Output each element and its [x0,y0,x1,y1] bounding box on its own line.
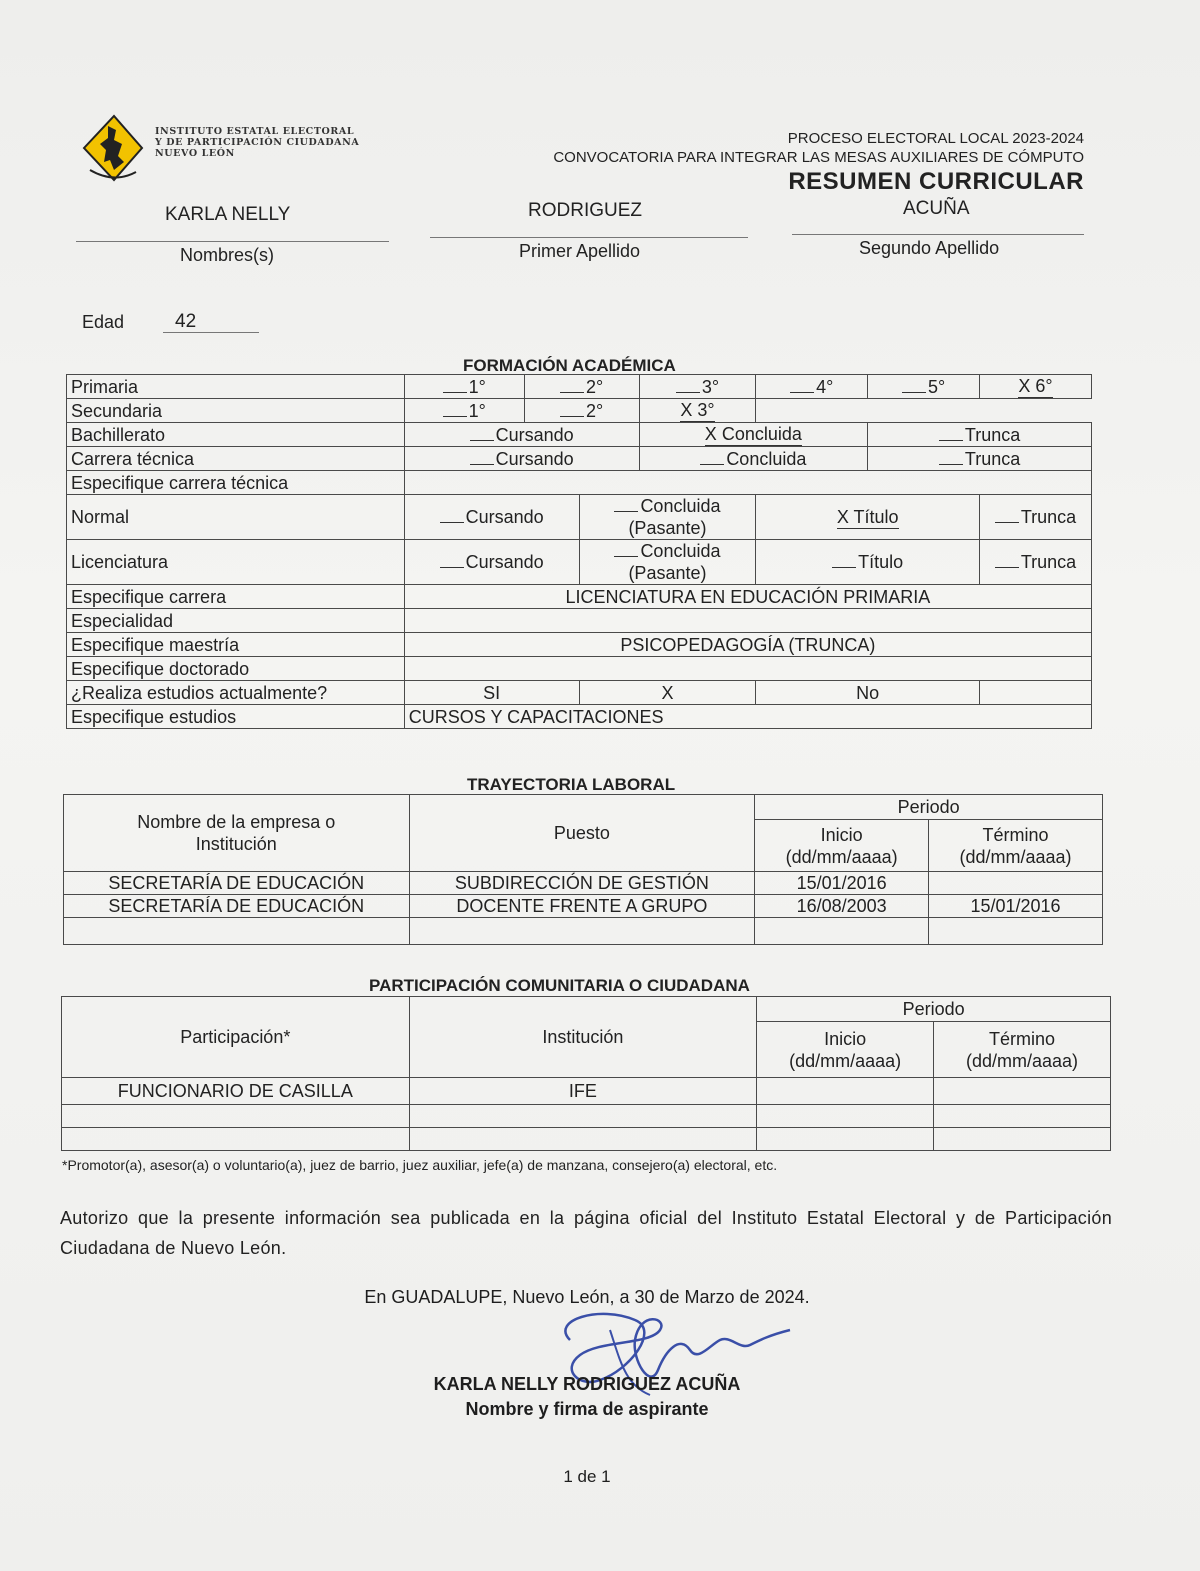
segundo-apellido-label: Segundo Apellido [859,238,1000,258]
bachillerato-cursando: Cursando [404,423,639,447]
row-especifique-carrera [67,585,1092,609]
carrera-tecnica-label: Carrera técnica [67,447,405,471]
participacion-termino [934,1105,1111,1128]
formacion-table [66,374,1092,729]
laboral-termino [929,918,1103,945]
normal-cursando: Cursando [404,495,579,540]
document-title: RESUMEN CURRICULAR [788,168,1084,195]
row-bachillerato [67,423,1092,447]
primaria-3: 3° [639,375,756,399]
firma-wrap [0,1374,1174,1420]
row-maestria [67,633,1092,657]
secundaria-3-mark: X [680,400,693,420]
doctorado-value [404,657,1091,681]
nombres-label: Nombres(s) [180,245,275,265]
participacion-h-termino: Término (dd/mm/aaaa) [934,1022,1111,1078]
laboral-empresa: SECRETARÍA DE EDUCACIÓN [64,895,410,918]
estudios-no: No [756,681,980,705]
participacion-inicio [757,1105,934,1128]
estudios-actualmente-label: ¿Realiza estudios actualmente? [67,681,405,705]
estudios-si: SI [404,681,579,705]
participacion-h-institucion: Institución [409,997,757,1078]
edad-label: Edad [82,312,125,332]
table-row [62,1105,1111,1128]
normal-trunca: Trunca [980,495,1092,540]
especialidad-label: Especialidad [67,609,405,633]
edad-line [163,332,259,333]
laboral-h-termino: Término (dd/mm/aaaa) [929,820,1103,872]
primer-line [430,237,748,238]
especialidad-value [404,609,1091,633]
nombres-value: KARLA NELLY [165,204,291,225]
licenciatura-titulo: Título [756,540,980,585]
especifique-carrera-tecnica-value [404,471,1091,495]
row-primaria [67,375,1092,399]
normal-titulo-mark: X [836,506,849,527]
laboral-inicio: 16/08/2003 [755,895,929,918]
row-secundaria [67,399,1092,423]
formacion-title: FORMACIÓN ACADÉMICA [463,356,676,375]
laboral-empresa: SECRETARÍA DE EDUCACIÓN [64,872,410,895]
primaria-6-mark: X [1018,376,1031,396]
maestria-label: Especifique maestría [67,633,405,657]
process-line: PROCESO ELECTORAL LOCAL 2023-2024 [787,130,1084,147]
institute-line-2: Y DE PARTICIPACIÓN CIUDADANA [155,137,360,148]
firma-nombre: KARLA NELLY RODRIGUEZ ACUÑA [433,1374,741,1394]
normal-titulo: X Título [756,495,980,540]
estudios-si-mark: X [579,681,756,705]
laboral-inicio [755,918,929,945]
table-row [62,1128,1111,1151]
bachillerato-label: Bachillerato [67,423,405,447]
laboral-termino [929,872,1103,895]
segundo-apellido-value: ACUÑA [903,198,970,219]
laboral-table [63,794,1103,945]
especifique-estudios-label: Especifique estudios [67,705,405,729]
laboral-h-empresa: Nombre de la empresa o Institución [64,795,410,872]
call-line: CONVOCATORIA PARA INTEGRAR LAS MESAS AUXILIARES DE CÓMPUTO [553,149,1084,166]
secundaria-empty [756,399,1092,423]
participacion-title: PARTICIPACIÓN COMUNITARIA O CIUDADANA [369,976,750,995]
primer-apellido-value: RODRIGUEZ [528,200,642,221]
participacion-nombre: FUNCIONARIO DE CASILLA [62,1078,410,1105]
institute-name [155,126,359,159]
laboral-h-inicio: Inicio (dd/mm/aaaa) [755,820,929,872]
row-estudios-actualmente [67,681,1092,705]
participacion-termino [934,1078,1111,1105]
doctorado-label: Especifique doctorado [67,657,405,681]
table-row [64,872,1103,895]
firma-label: Nombre y firma de aspirante [465,1399,709,1419]
participacion-institucion [409,1105,757,1128]
estudios-no-mark [980,681,1092,705]
normal-label: Normal [67,495,405,540]
especifique-carrera-label: Especifique carrera [67,585,405,609]
bachillerato-trunca: Trunca [868,423,1092,447]
primaria-6: X 6° [980,375,1092,399]
secundaria-1: 1° [404,399,524,423]
licenciatura-cursando: Cursando [404,540,579,585]
participacion-institucion: IFE [409,1078,757,1105]
carrera-tecnica-concluida: Concluida [639,447,868,471]
participacion-nombre [62,1128,410,1151]
iee-logo-icon [80,110,144,190]
participacion-table [61,996,1111,1151]
participacion-termino [934,1128,1111,1151]
row-especifique-estudios [67,705,1092,729]
laboral-inicio: 15/01/2016 [755,872,929,895]
primaria-4: 4° [756,375,868,399]
edad-value: 42 [175,311,197,332]
laboral-termino: 15/01/2016 [929,895,1103,918]
bachillerato-concluida-mark: X [704,424,717,444]
laboral-empresa [64,918,410,945]
row-licenciatura [67,540,1092,585]
page-number: 1 de 1 [563,1467,611,1486]
table-row [64,918,1103,945]
especifique-estudios-value: CURSOS Y CAPACITACIONES [404,705,1091,729]
row-especialidad [67,609,1092,633]
secundaria-3: X 3° [639,399,756,423]
lugar-fecha: En GUADALUPE, Nuevo León, a 30 de Marzo de 2024. [364,1287,810,1307]
table-row [64,895,1103,918]
licenciatura-pasante: Concluida (Pasante) [579,540,756,585]
row-doctorado [67,657,1092,681]
maestria-value: PSICOPEDAGOGÍA (TRUNCA) [404,633,1091,657]
participacion-footnote: *Promotor(a), asesor(a) o voluntario(a), juez de barrio, juez auxiliar, jefe(a) de manzana, consejero(a) electoral, etc. [62,1157,778,1173]
institute-line-3: NUEVO LEÓN [155,148,235,159]
autorizacion-text: Autorizo que la presente información sea publicada en la página oficial del Instituto Estatal Electoral y de Participación Ciudadana de Nuevo León. [60,1208,1112,1258]
bachillerato-concluida: X Concluida [639,423,868,447]
pagina-wrap [0,1467,1174,1487]
participacion-h-participacion: Participación* [62,997,410,1078]
institute-line-1: INSTITUTO ESTATAL ELECTORAL [155,126,355,137]
primaria-1: 1° [404,375,524,399]
participacion-inicio [757,1128,934,1151]
row-normal [67,495,1092,540]
table-row [62,1078,1111,1105]
participacion-h-inicio: Inicio (dd/mm/aaaa) [757,1022,934,1078]
laboral-puesto: SUBDIRECCIÓN DE GESTIÓN [409,872,755,895]
primaria-label: Primaria [67,375,405,399]
participacion-inicio [757,1078,934,1105]
row-especifique-carrera-tecnica [67,471,1092,495]
participacion-nombre [62,1105,410,1128]
nombres-line [76,241,389,242]
secundaria-label: Secundaria [67,399,405,423]
primaria-2: 2° [524,375,639,399]
laboral-puesto: DOCENTE FRENTE A GRUPO [409,895,755,918]
laboral-h-puesto: Puesto [409,795,755,872]
row-carrera-tecnica [67,447,1092,471]
carrera-tecnica-cursando: Cursando [404,447,639,471]
laboral-h-periodo: Periodo [755,795,1103,820]
especifique-carrera-value: LICENCIATURA EN EDUCACIÓN PRIMARIA [404,585,1091,609]
segundo-line [792,234,1084,235]
carrera-tecnica-trunca: Trunca [868,447,1092,471]
participacion-h-periodo: Periodo [757,997,1111,1022]
licenciatura-label: Licenciatura [67,540,405,585]
normal-pasante: Concluida (Pasante) [579,495,756,540]
laboral-puesto [409,918,755,945]
primer-apellido-label: Primer Apellido [519,241,641,261]
secundaria-2: 2° [524,399,639,423]
licenciatura-trunca: Trunca [980,540,1092,585]
especifique-carrera-tecnica-label: Especifique carrera técnica [67,471,405,495]
primaria-5: 5° [868,375,980,399]
participacion-institucion [409,1128,757,1151]
laboral-title: TRAYECTORIA LABORAL [467,775,676,794]
